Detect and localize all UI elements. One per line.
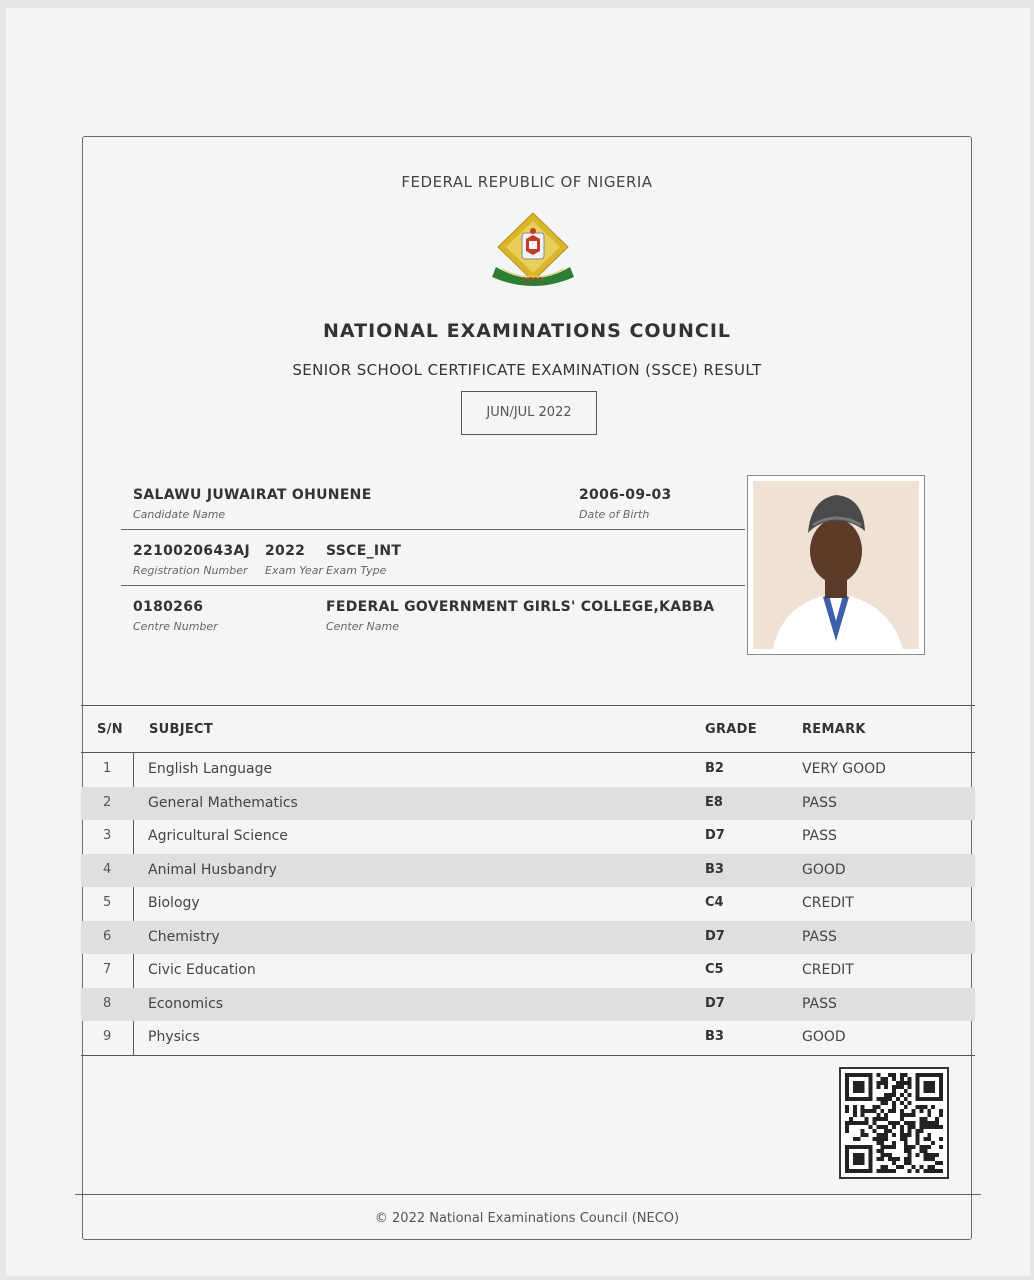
row-remark: GOOD <box>802 1029 846 1045</box>
candidate-photo <box>747 475 925 655</box>
row-grade: C4 <box>705 895 724 910</box>
row-grade: C5 <box>705 962 724 977</box>
row-remark: PASS <box>802 995 837 1012</box>
session-box: JUN/JUL 2022 <box>461 391 597 435</box>
council-title: NATIONAL EXAMINATIONS COUNCIL <box>322 320 731 342</box>
row-remark: PASS <box>802 828 837 844</box>
row-sn: 4 <box>103 861 112 877</box>
results-table <box>81 705 975 1056</box>
row-sn: 6 <box>103 928 112 944</box>
exam-type: SSCE_INT <box>326 543 402 559</box>
row-subject: Biology <box>148 895 200 911</box>
exam-year-caption: Exam Year <box>265 564 323 577</box>
table-row <box>81 753 975 787</box>
row-subject: Physics <box>148 1029 200 1045</box>
table-row <box>81 854 975 888</box>
row-subject: English Language <box>148 761 273 777</box>
date-of-birth: 2006-09-03 <box>579 487 672 503</box>
row-sn: 9 <box>103 1029 112 1044</box>
row-remark: PASS <box>802 794 837 811</box>
row-sn: 3 <box>103 828 112 843</box>
divider-1 <box>121 529 745 530</box>
row-grade: E8 <box>705 794 723 810</box>
row-subject: Economics <box>148 995 224 1012</box>
copyright-text: © 2022 National Examinations Council (NECO) <box>374 1211 680 1226</box>
row-remark: GOOD <box>802 861 846 878</box>
exam-type-caption: Exam Type <box>326 564 387 577</box>
centre-name: FEDERAL GOVERNMENT GIRLS' COLLEGE,KABBA <box>326 599 715 615</box>
row-grade: B2 <box>705 761 724 776</box>
centre-number: 0180266 <box>133 599 204 615</box>
date-of-birth-caption: Date of Birth <box>579 508 650 521</box>
candidate-name-caption: Candidate Name <box>133 508 226 521</box>
row-grade: D7 <box>705 995 725 1011</box>
centre-name-caption: Center Name <box>326 620 399 633</box>
footer-divider <box>75 1194 981 1195</box>
registration-number-caption: Registration Number <box>133 564 248 577</box>
row-subject: Civic Education <box>148 962 256 978</box>
results-table-body <box>81 753 975 1055</box>
table-row <box>81 787 975 821</box>
table-row <box>81 1021 975 1055</box>
row-remark: PASS <box>802 928 837 945</box>
results-table-header <box>81 706 975 753</box>
exam-year: 2022 <box>265 543 306 559</box>
row-remark: VERY GOOD <box>802 761 886 777</box>
header-grade: GRADE <box>705 722 757 737</box>
row-grade: D7 <box>705 828 725 843</box>
country-heading: FEDERAL REPUBLIC OF NIGERIA <box>401 173 653 191</box>
table-row <box>81 887 975 921</box>
row-sn: 2 <box>103 794 112 810</box>
header-sn: S/N <box>97 722 123 737</box>
table-row <box>81 988 975 1022</box>
header-remark: REMARK <box>802 722 866 737</box>
centre-number-caption: Centre Number <box>133 620 218 633</box>
row-sn: 8 <box>103 995 112 1011</box>
table-row <box>81 954 975 988</box>
row-grade: B3 <box>705 861 724 877</box>
divider-2 <box>121 585 745 586</box>
logo-text: NECO <box>522 276 544 284</box>
result-sheet <box>82 136 972 1240</box>
neco-logo <box>488 211 578 291</box>
row-subject: General Mathematics <box>148 794 298 811</box>
row-grade: D7 <box>705 928 725 944</box>
row-grade: B3 <box>705 1029 724 1044</box>
row-sn: 1 <box>103 761 112 776</box>
table-row <box>81 921 975 955</box>
table-row <box>81 820 975 854</box>
exam-title: SENIOR SCHOOL CERTIFICATE EXAMINATION (SSCE) RESULT <box>292 361 762 379</box>
row-remark: CREDIT <box>802 895 854 911</box>
header-subject: SUBJECT <box>149 722 214 737</box>
row-sn: 5 <box>103 895 112 910</box>
candidate-name: SALAWU JUWAIRAT OHUNENE <box>133 487 372 503</box>
registration-number: 2210020643AJ <box>133 543 251 559</box>
qr-code <box>839 1067 949 1179</box>
paper <box>6 8 1030 1276</box>
row-sn: 7 <box>103 962 112 977</box>
row-remark: CREDIT <box>802 962 854 978</box>
row-subject: Agricultural Science <box>148 828 288 844</box>
row-subject: Animal Husbandry <box>148 861 277 878</box>
row-subject: Chemistry <box>148 928 220 945</box>
